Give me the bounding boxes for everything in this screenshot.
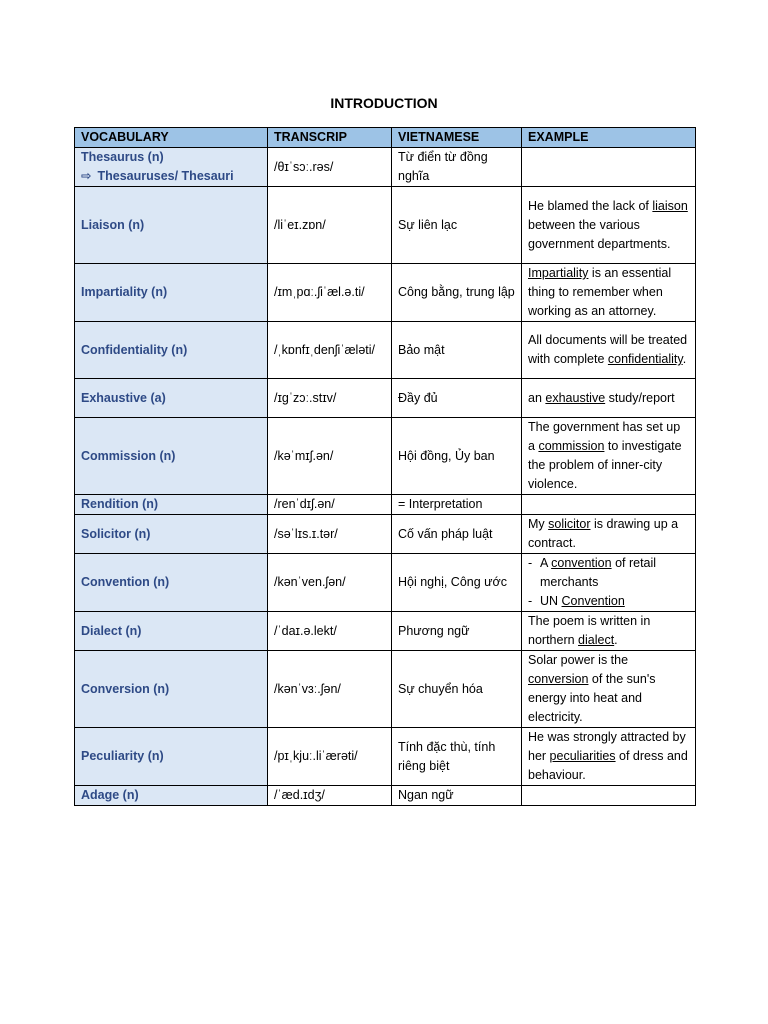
example-text: is drawing up a contract.: [528, 517, 679, 550]
vocabulary-word: [75, 728, 268, 786]
word-label: Rendition (n): [81, 497, 159, 511]
word-label: Impartiality (n): [81, 285, 168, 299]
example-text: UN: [540, 594, 562, 608]
example-text: of retail merchants: [540, 556, 657, 589]
highlighted-term: Impartiality: [528, 266, 589, 280]
highlighted-term: confidentiality: [607, 352, 683, 366]
transcription-cell: /kənˈven.ʃən/: [268, 554, 392, 612]
table-row: [75, 612, 696, 651]
table-header-row: [75, 128, 696, 148]
example-text: Solar power is the: [528, 653, 629, 667]
word-label: Liaison (n): [81, 217, 145, 232]
example-text: of dress and behaviour.: [528, 749, 688, 782]
example-cell: [522, 554, 696, 612]
header-transcript: TRANSCRIP: [268, 128, 392, 148]
example-text: between the various government departments.: [528, 217, 671, 251]
table-row: [75, 515, 696, 554]
vietnamese-cell: Cố vấn pháp luật: [392, 515, 522, 554]
vietnamese-cell: Từ điển từ đồng nghĩa: [392, 148, 522, 187]
highlighted-term: dialect: [578, 633, 615, 647]
vocabulary-word: [75, 187, 268, 264]
vietnamese-cell: Hội nghị, Công ước: [392, 554, 522, 612]
transcription-cell: /səˈlɪs.ɪ.tər/: [268, 515, 392, 554]
vietnamese-cell: = Interpretation: [392, 495, 522, 515]
table-row: [75, 554, 696, 612]
highlighted-term: convention: [551, 556, 612, 570]
table-row: [75, 786, 696, 806]
vocabulary-word: [75, 495, 268, 515]
example-cell: [522, 187, 696, 264]
transcription-cell: /ɪmˌpɑː.ʃiˈæl.ə.ti/: [268, 264, 392, 322]
highlighted-term: solicitor: [548, 517, 591, 531]
table-row: [75, 148, 696, 187]
example-cell: [522, 322, 696, 379]
header-example: EXAMPLE: [522, 128, 696, 148]
table-row: [75, 495, 696, 515]
transcription-cell: /ˈdaɪ.ə.lekt/: [268, 612, 392, 651]
highlighted-term: conversion: [528, 672, 589, 686]
example-text: He was strongly attracted by her: [528, 730, 686, 763]
example-text: .: [614, 633, 618, 647]
table-row: [75, 651, 696, 728]
word-label: Conversion (n): [81, 681, 170, 696]
vietnamese-cell: Đầy đủ: [392, 379, 522, 418]
page-title: INTRODUCTION: [330, 95, 438, 111]
example-cell: [522, 515, 696, 554]
example-cell: [522, 379, 696, 418]
table-row: [75, 418, 696, 495]
transcription-cell: /kənˈvɜː.ʃən/: [268, 651, 392, 728]
example-cell: [522, 264, 696, 322]
vocabulary-word: [75, 554, 268, 612]
vietnamese-cell: Hội đồng, Ủy ban: [392, 418, 522, 495]
transcription-cell: /kəˈmɪʃ.ən/: [268, 418, 392, 495]
word-label: Solicitor (n): [81, 526, 151, 541]
example-cell: [522, 418, 696, 495]
highlighted-term: commission: [538, 439, 605, 453]
example-text: study/report: [605, 390, 675, 405]
vocabulary-word: [75, 651, 268, 728]
word-label: Convention (n): [81, 575, 170, 589]
word-label: Adage (n): [81, 788, 139, 802]
vietnamese-cell: Sự liên lạc: [392, 187, 522, 264]
list-item: [528, 554, 689, 592]
vocabulary-word: [75, 515, 268, 554]
vocabulary-word: [75, 322, 268, 379]
table-row: [75, 379, 696, 418]
transcription-cell: /ˌkɒnfɪˌdenʃiˈæləti/: [268, 322, 392, 379]
highlighted-term: liaison: [652, 198, 688, 213]
table-row: [75, 322, 696, 379]
transcription-cell: /renˈdɪʃ.ən/: [268, 495, 392, 515]
highlighted-term: Convention: [561, 594, 625, 608]
example-list: [528, 554, 689, 611]
example-text: to investigate the problem of inner-city violence.: [528, 439, 682, 491]
arrow-right-icon: ⇨: [81, 169, 92, 183]
example-text: .: [682, 352, 687, 366]
transcription-cell: /ˈæd.ɪdʒ/: [268, 786, 392, 806]
transcription-cell: /pɪˌkjuː.liˈærəti/: [268, 728, 392, 786]
header-vietnamese: VIETNAMESE: [392, 128, 522, 148]
transcription-cell: /θɪˈsɔː.rəs/: [268, 148, 392, 187]
vietnamese-cell: Bảo mật: [392, 322, 522, 379]
vocabulary-word: [75, 418, 268, 495]
vietnamese-cell: Phương ngữ: [392, 612, 522, 651]
example-text: The poem is written in northern: [528, 614, 651, 647]
table-row: [75, 728, 696, 786]
word-label: Exhaustive (a): [81, 390, 166, 405]
example-cell: [522, 495, 696, 515]
example-cell: [522, 786, 696, 806]
table-row: [75, 264, 696, 322]
example-text: The government has set up a: [528, 420, 681, 453]
example-text: of the sun's energy into heat and electricity.: [528, 672, 656, 724]
example-cell: [522, 612, 696, 651]
example-text: A: [540, 556, 552, 570]
vietnamese-cell: Ngan ngữ: [392, 786, 522, 806]
plural-form: Thesauruses/ Thesauri: [97, 169, 234, 183]
vietnamese-cell: Công bằng, trung lập: [392, 264, 522, 322]
example-cell: [522, 728, 696, 786]
vocabulary-word: [75, 786, 268, 806]
highlighted-term: peculiarities: [549, 749, 616, 763]
list-item: [528, 592, 689, 611]
vocabulary-table: [74, 127, 696, 806]
vietnamese-cell: Tính đặc thù, tính riêng biệt: [392, 728, 522, 786]
highlighted-term: exhaustive: [545, 390, 606, 405]
vocabulary-word: [75, 379, 268, 418]
vocabulary-word: [75, 264, 268, 322]
example-text: He blamed the lack of: [528, 198, 653, 213]
example-cell: [522, 651, 696, 728]
vietnamese-cell: Sự chuyển hóa: [392, 651, 522, 728]
word-label: Dialect (n): [81, 623, 142, 638]
example-cell: [522, 148, 696, 187]
word-label: Thesaurus (n): [81, 150, 164, 164]
word-label: Peculiarity (n): [81, 749, 164, 763]
word-label: Confidentiality (n): [81, 342, 188, 357]
transcription-cell: /ɪɡˈzɔː.stɪv/: [268, 379, 392, 418]
header-vocabulary: VOCABULARY: [75, 128, 268, 148]
word-label: Commission (n): [81, 448, 176, 463]
example-text: My: [528, 517, 549, 531]
table-row: [75, 187, 696, 264]
example-text: is an essential thing to remember when working as an attorney.: [528, 266, 672, 318]
example-text: an: [528, 390, 546, 405]
transcription-cell: /liˈeɪ.zɒn/: [268, 187, 392, 264]
vocabulary-word: [75, 612, 268, 651]
vocabulary-word: [75, 148, 268, 187]
example-text: All documents will be treated with complete: [528, 333, 688, 366]
